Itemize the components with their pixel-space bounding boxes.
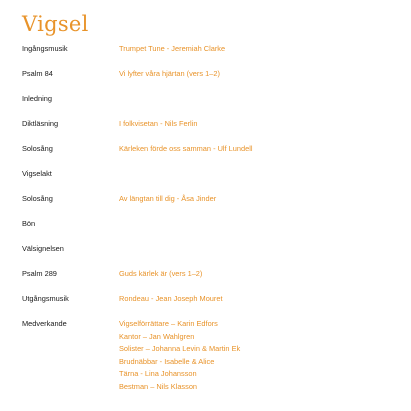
contributors-list bbox=[119, 318, 240, 393]
row-value: Rondeau - Jean Joseph Mouret bbox=[119, 294, 223, 303]
contributor-line: Bestman – Nils Klasson bbox=[119, 381, 198, 391]
row-label: Solosång bbox=[22, 144, 53, 153]
row-label: Vigselakt bbox=[22, 169, 52, 178]
contributor-line: Tärna - Lina Johansson bbox=[119, 369, 197, 378]
row-label: Psalm 84 bbox=[22, 69, 53, 78]
contributor-line: Kantor – Jan Wahlgren bbox=[119, 331, 195, 341]
row-value: I folkvisetan - Nils Ferlin bbox=[119, 119, 198, 128]
contributor-line: Brudnäbbar - Isabelle & Alice bbox=[119, 356, 215, 366]
contributor-line: Solister – Johanna Levin & Martin Ek bbox=[119, 344, 241, 353]
row-label: Bön bbox=[22, 219, 36, 228]
row-value: Trumpet Tune - Jeremiah Clarke bbox=[119, 44, 226, 53]
row-label: Välsignelsen bbox=[22, 244, 64, 253]
row-label: Ingångsmusik bbox=[22, 44, 68, 53]
row-label: Psalm 289 bbox=[22, 269, 57, 278]
row-label: Diktläsning bbox=[22, 119, 59, 128]
row-value: Vi lyfter våra hjärtan (vers 1–2) bbox=[119, 69, 220, 78]
row-label: Solosång bbox=[22, 194, 53, 203]
row-label: Inledning bbox=[22, 94, 52, 103]
row-label: Utgångsmusik bbox=[22, 294, 69, 303]
row-value: Av längtan till dig - Åsa Jinder bbox=[119, 194, 217, 203]
row-value: Kärleken förde oss samman - Ulf Lundell bbox=[119, 144, 253, 153]
row-value: Guds kärlek är (vers 1–2) bbox=[119, 269, 203, 278]
contributor-line: Vigselförrättare – Karin Edfors bbox=[119, 319, 218, 328]
page-title: Vigsel bbox=[22, 12, 89, 36]
contributors-label: Medverkande bbox=[22, 319, 67, 328]
